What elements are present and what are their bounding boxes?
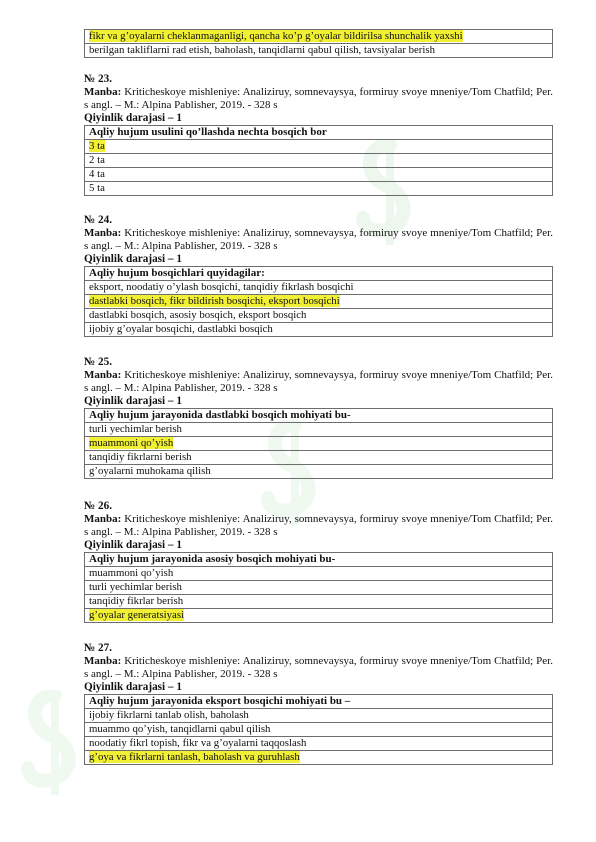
answer-text: ijobiy fikrlarni tanlab olish, baholash	[89, 709, 249, 721]
answer-text: ijobiy g’oyalar bosqichi, dastlabki bosqich	[89, 323, 273, 335]
answer-option	[85, 437, 553, 451]
answer-option	[85, 154, 553, 168]
question-text: Aqliy hujum bosqichlari quyidagilar:	[85, 267, 553, 281]
question-text: Aqliy hujum jarayonida asosiy bosqich mohiyati bu-	[85, 553, 553, 567]
question-block	[84, 73, 553, 196]
answer-text: muammoni qo’yish	[89, 567, 174, 579]
question-table	[84, 552, 553, 623]
watermark-icon	[20, 690, 90, 800]
question-block	[84, 356, 553, 479]
answer-text: muammo qo’yish, tanqidlarni qabul qilish	[89, 723, 271, 735]
question-block	[84, 642, 553, 765]
question-number: № 26.	[84, 500, 113, 512]
question-text: Aqliy hujum jarayonida dastlabki bosqich mohiyati bu-	[85, 409, 553, 423]
answer-option	[85, 309, 553, 323]
question-block	[84, 214, 553, 337]
answer-text: tanqidiy fikrlarni berish	[89, 451, 192, 463]
answer-text: tanqidiy fikrlar berish	[89, 595, 184, 607]
difficulty-level: Qiyinlik darajasi – 1	[84, 253, 182, 265]
answer-option	[85, 567, 553, 581]
answer-option	[85, 295, 553, 309]
source-label: Manba:	[84, 513, 122, 525]
answer-option	[85, 465, 553, 479]
answer-option	[85, 723, 553, 737]
source-text: Kriticheskoye mishleniye: Analiziruy, somnevaysya, formiruy svoye mneniye/Tom Chatfild; Per. s angl. – M.: Alpina Pablisher, 2019. - 328 s	[84, 655, 553, 680]
answer-text: g’oyalarni muhokama qilish	[89, 465, 211, 477]
answer-option	[85, 281, 553, 295]
source-citation	[84, 227, 553, 253]
answer-text: eksport, noodatiy o’ylash bosqichi, tanqidiy fikrlash bosqichi	[89, 281, 354, 293]
difficulty-level: Qiyinlik darajasi – 1	[84, 395, 182, 407]
answer-text: muammoni qo’yish	[89, 437, 174, 449]
answer-option	[85, 737, 553, 751]
answer-text: turli yechimlar berish	[89, 423, 182, 435]
answer-option	[85, 451, 553, 465]
answer-text: 5 ta	[89, 182, 105, 194]
source-label: Manba:	[84, 655, 122, 667]
answer-text: 4 ta	[89, 168, 105, 180]
source-label: Manba:	[84, 86, 122, 98]
answer-option	[85, 609, 553, 623]
source-text: Kriticheskoye mishleniye: Analiziruy, somnevaysya, formiruy svoye mneniye/Tom Chatfild; Per. s angl. – M.: Alpina Pablisher, 2019. - 328 s	[84, 227, 553, 252]
answer-text: noodatiy fikrl topish, fikr va g’oyalarni taqqoslash	[89, 737, 307, 749]
answer-option	[85, 751, 553, 765]
answer-text: berilgan takliflarni rad etish, baholash, tanqidlarni qabul qilish, tavsiyalar berish	[89, 44, 436, 56]
answer-text: g’oyalar generatsiyasi	[89, 609, 185, 621]
difficulty-level: Qiyinlik darajasi – 1	[84, 112, 182, 124]
answer-text: dastlabki bosqich, fikr bildirish bosqichi, eksport bosqichi	[89, 295, 340, 307]
source-text: Kriticheskoye mishleniye: Analiziruy, somnevaysya, formiruy svoye mneniye/Tom Chatfild; Per. s angl. – M.: Alpina Pablisher, 2019. - 328 s	[84, 513, 553, 538]
answer-option	[85, 595, 553, 609]
source-label: Manba:	[84, 369, 122, 381]
answer-option	[85, 323, 553, 337]
question-number: № 24.	[84, 214, 113, 226]
source-citation	[84, 513, 553, 539]
question-text: Aqliy hujum jarayonida eksport bosqichi mohiyati bu –	[85, 695, 553, 709]
source-label: Manba:	[84, 227, 122, 239]
answer-option	[85, 709, 553, 723]
question-number: № 25.	[84, 356, 113, 368]
answer-option	[85, 44, 553, 58]
question-text: Aqliy hujum usulini qo’llashda nechta bosqich bor	[85, 126, 553, 140]
answer-text: turli yechimlar berish	[89, 581, 182, 593]
answer-text: 2 ta	[89, 154, 105, 166]
question-table	[84, 694, 553, 765]
question-table	[84, 408, 553, 479]
source-text: Kriticheskoye mishleniye: Analiziruy, somnevaysya, formiruy svoye mneniye/Tom Chatfild; Per. s angl. – M.: Alpina Pablisher, 2019. - 328 s	[84, 369, 553, 394]
previous-question-table	[84, 29, 553, 58]
difficulty-level: Qiyinlik darajasi – 1	[84, 539, 182, 551]
source-citation	[84, 369, 553, 395]
source-citation	[84, 86, 553, 112]
answer-option	[85, 140, 553, 154]
question-table	[84, 125, 553, 196]
question-block	[84, 500, 553, 623]
answer-text: dastlabki bosqich, asosiy bosqich, eksport bosqich	[89, 309, 307, 321]
difficulty-level: Qiyinlik darajasi – 1	[84, 681, 182, 693]
answer-text: fikr va g’oyalarni cheklanmaganligi, qancha ko’p g’oyalar bildirilsa shunchalik yaxshi	[89, 30, 463, 42]
source-citation	[84, 655, 553, 681]
question-number: № 27.	[84, 642, 113, 654]
answer-option	[85, 581, 553, 595]
question-number: № 23.	[84, 73, 113, 85]
answer-text: 3 ta	[89, 140, 105, 152]
question-table	[84, 266, 553, 337]
source-text: Kriticheskoye mishleniye: Analiziruy, somnevaysya, formiruy svoye mneniye/Tom Chatfild; Per. s angl. – M.: Alpina Pablisher, 2019. - 328 s	[84, 86, 553, 111]
answer-text: g’oya va fikrlarni tanlash, baholash va guruhlash	[89, 751, 300, 763]
answer-option	[85, 182, 553, 196]
answer-option	[85, 168, 553, 182]
answer-option	[85, 30, 553, 44]
answer-option	[85, 423, 553, 437]
